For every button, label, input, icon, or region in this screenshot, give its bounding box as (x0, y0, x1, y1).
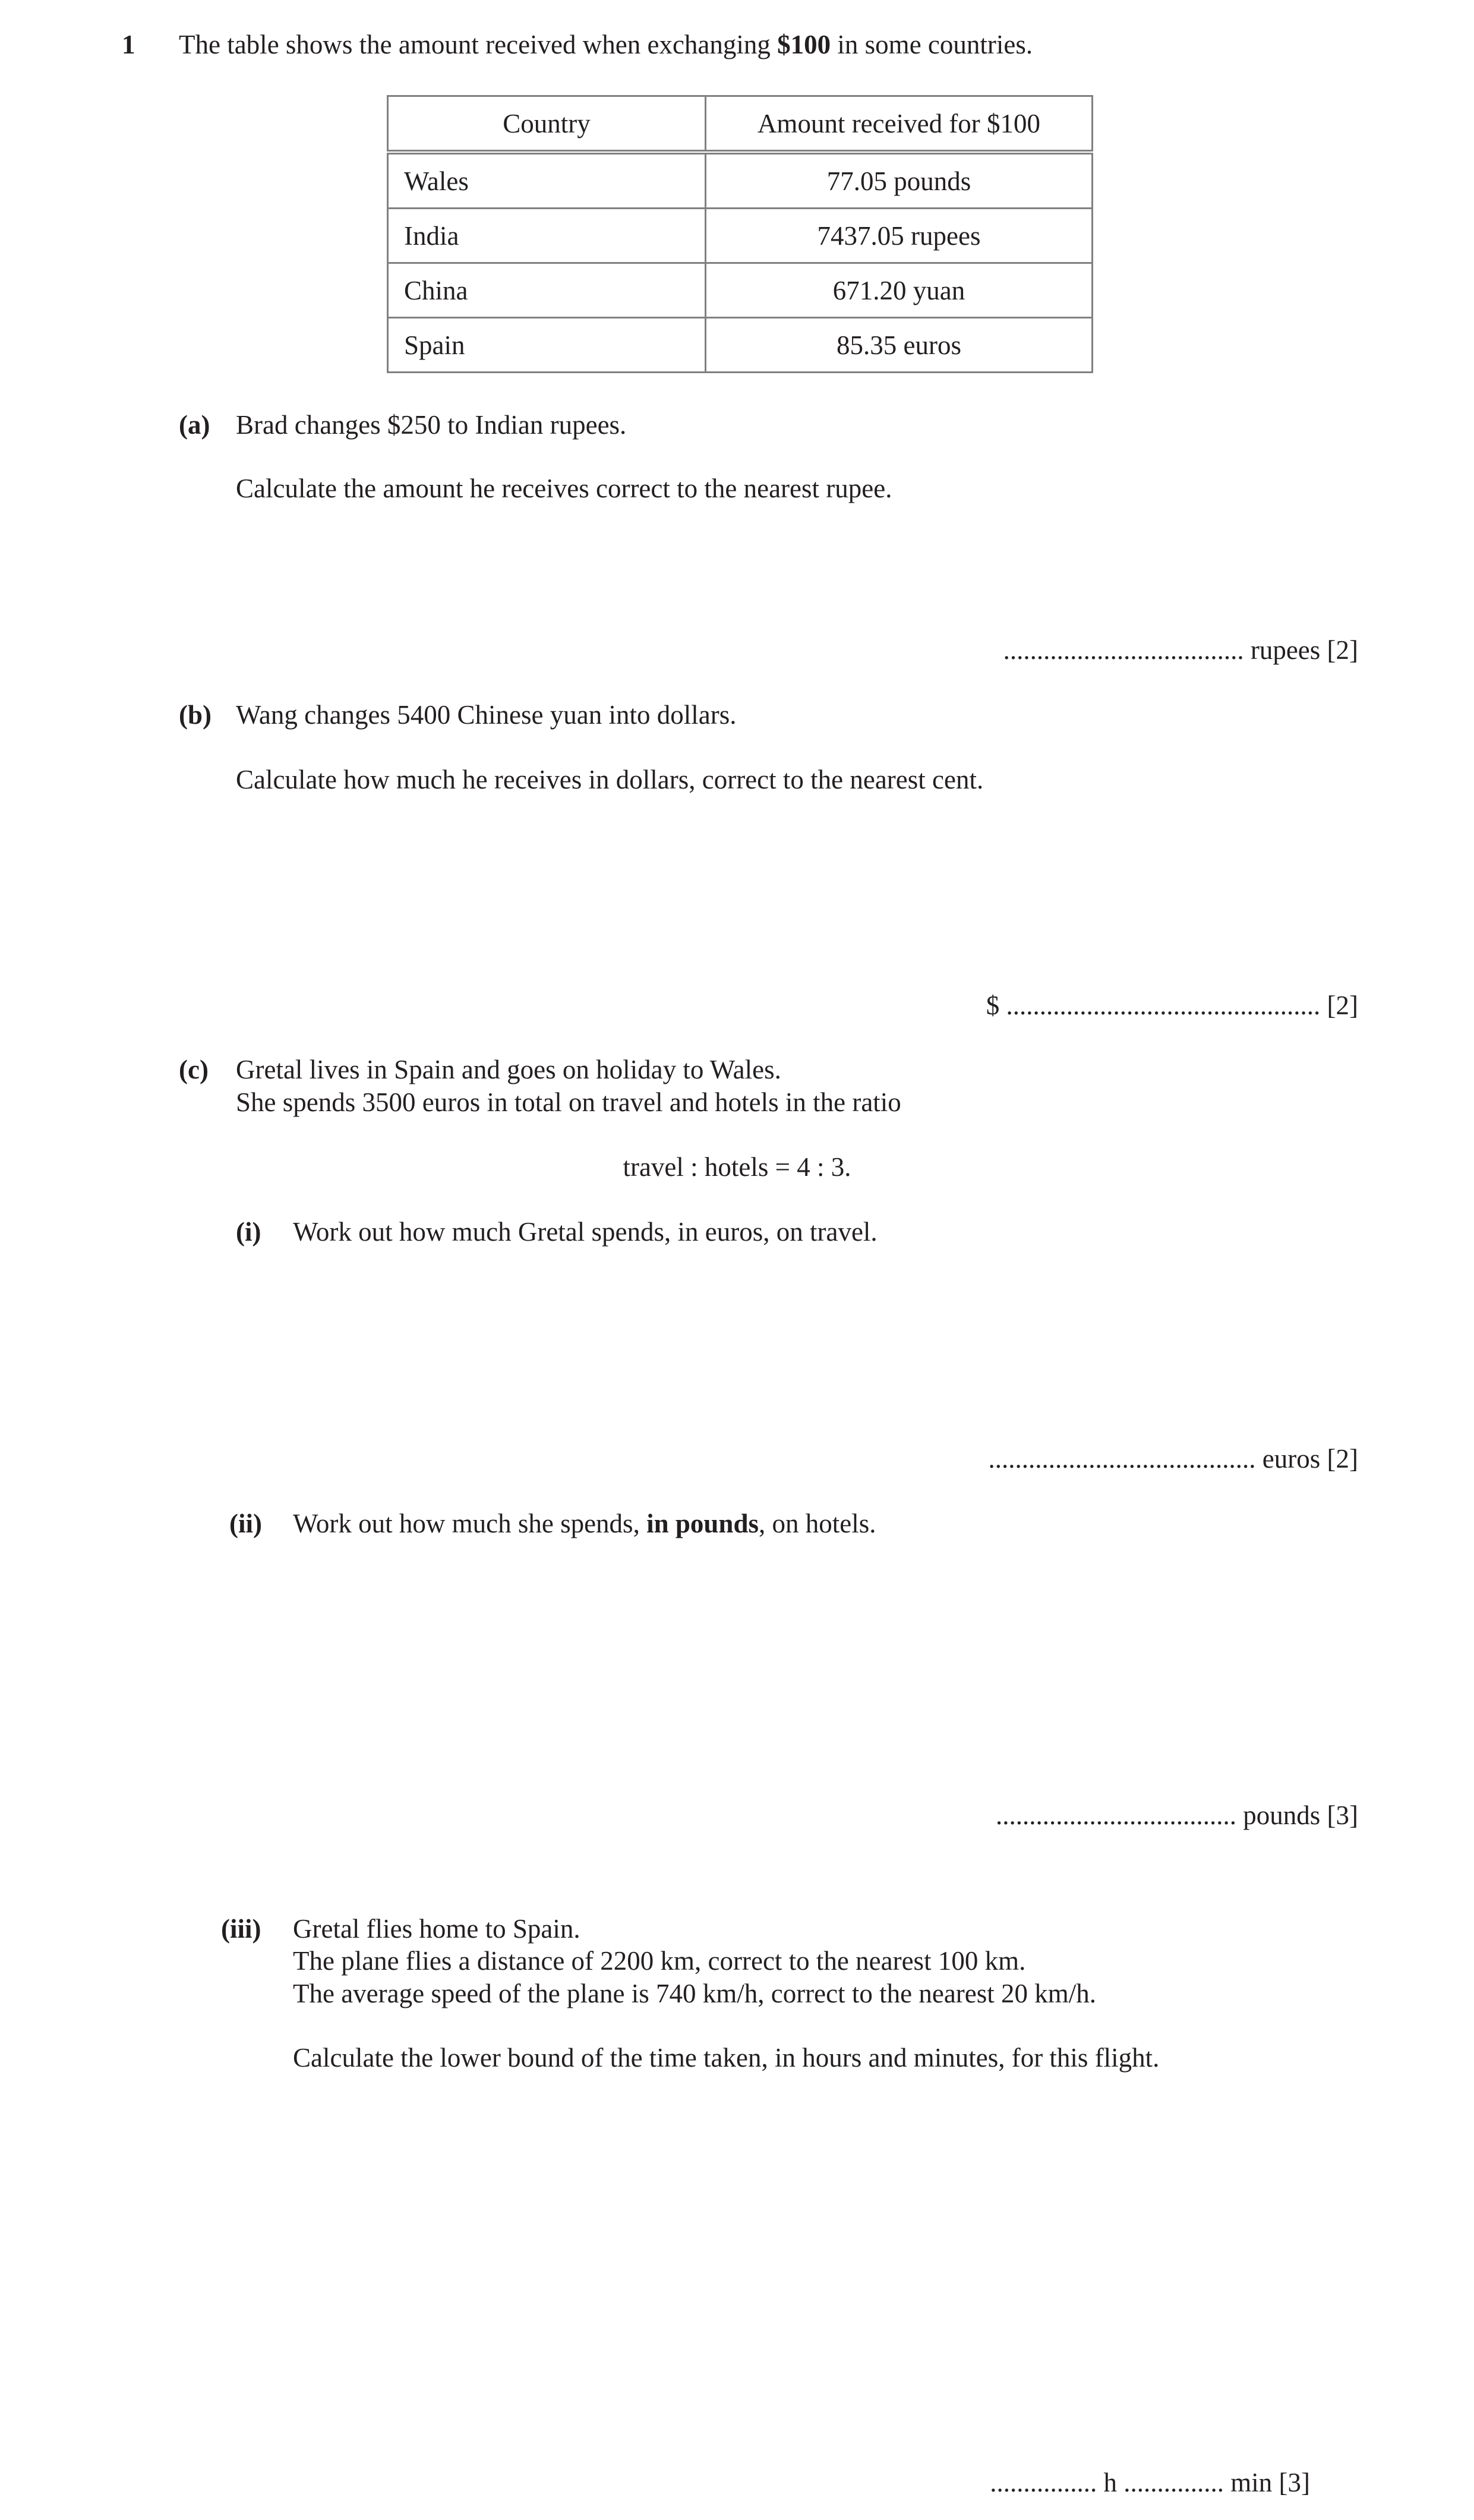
header-amount: Amount received for $100 (706, 96, 1093, 153)
table-row (388, 209, 1093, 263)
part-b-label: (b) (179, 700, 212, 730)
exchange-table (387, 95, 1093, 373)
part-c-line1: Gretal lives in Spain and goes on holiday to Wales. (236, 1055, 781, 1084)
amount-cell: 85.35 euros (706, 318, 1093, 373)
part-b-line2: Calculate how much he receives in dollars, correct to the nearest cent. (236, 765, 984, 794)
sub-ii-text-bold: in pounds (646, 1509, 759, 1538)
sub-ii-answer-line[interactable]: .................................... pounds [3] (996, 1800, 1358, 1830)
part-b-line1: Wang changes 5400 Chinese yuan into dollars. (236, 700, 737, 730)
intro-text-bold: $100 (777, 30, 831, 59)
country-cell: India (388, 209, 706, 263)
question-intro (179, 29, 1033, 61)
amount-cell: 7437.05 rupees (706, 209, 1093, 263)
sub-iii-line1: Gretal flies home to Spain. (293, 1914, 580, 1944)
sub-ii-text (293, 1507, 876, 1540)
part-a-line1: Brad changes $250 to Indian rupees. (236, 410, 627, 440)
ratio-statement: travel : hotels = 4 : 3. (623, 1152, 851, 1182)
sub-iii-line3: The average speed of the plane is 740 km/h, correct to the nearest 20 km/h. (293, 1979, 1097, 2008)
sub-ii-text-before: Work out how much she spends, (293, 1509, 647, 1538)
part-a-answer-line[interactable]: .................................... rupees [2] (1003, 635, 1358, 665)
part-b-answer-line[interactable]: $ ............................................... [2] (986, 991, 1358, 1020)
amount-cell: 671.20 yuan (706, 263, 1093, 318)
sub-iii-line2: The plane flies a distance of 2200 km, correct to the nearest 100 km. (293, 1946, 1026, 1976)
part-a-label: (a) (179, 410, 210, 440)
sub-iii-answer-line[interactable]: ................ h ............... min [3] (990, 2468, 1310, 2497)
sub-iii-label: (iii) (221, 1914, 261, 1944)
question-number: 1 (122, 30, 135, 59)
part-c-line2: She spends 3500 euros in total on travel and hotels in the ratio (236, 1087, 901, 1117)
country-cell: China (388, 263, 706, 318)
part-c-label: (c) (179, 1055, 209, 1084)
country-cell: Wales (388, 152, 706, 209)
sub-ii-label: (ii) (229, 1509, 262, 1538)
table-row (388, 318, 1093, 373)
intro-text-before: The table shows the amount received when exchanging (179, 30, 778, 59)
table-row (388, 152, 1093, 209)
sub-i-text: Work out how much Gretal spends, in euros, on travel. (293, 1217, 878, 1247)
sub-i-label: (i) (236, 1217, 261, 1247)
header-country: Country (388, 96, 706, 153)
table-header-row (388, 96, 1093, 153)
sub-ii-text-after: , on hotels. (758, 1509, 876, 1538)
sub-iii-line4: Calculate the lower bound of the time taken, in hours and minutes, for this flight. (293, 2043, 1160, 2073)
sub-i-answer-line[interactable]: ........................................ euros [2] (988, 1444, 1358, 1474)
country-cell: Spain (388, 318, 706, 373)
amount-cell: 77.05 pounds (706, 152, 1093, 209)
intro-text-after: in some countries. (831, 30, 1033, 59)
table-row (388, 263, 1093, 318)
part-a-line2: Calculate the amount he receives correct to the nearest rupee. (236, 474, 892, 503)
